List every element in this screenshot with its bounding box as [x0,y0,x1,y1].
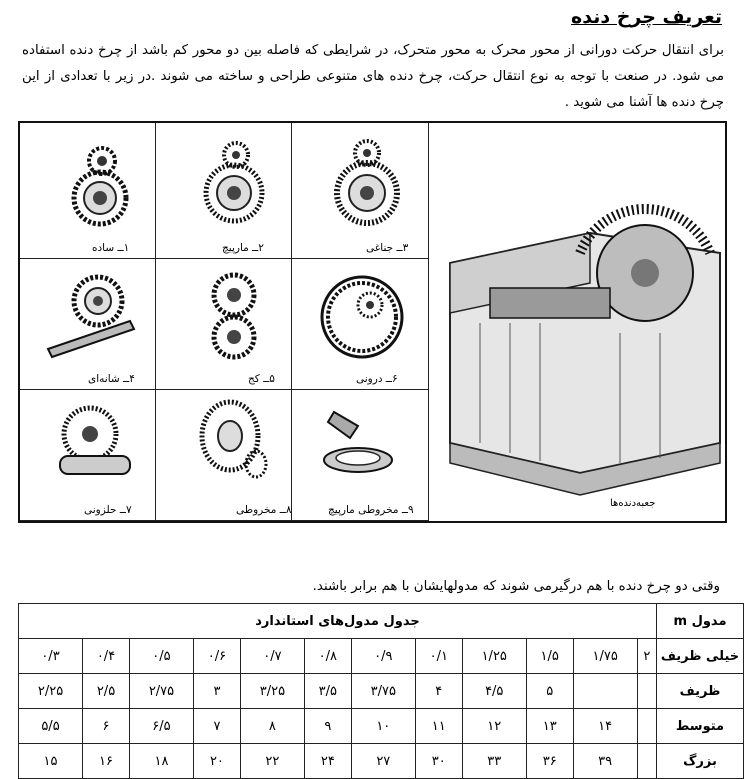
table-cell: ۲/۵ [83,674,130,709]
gear-cell-worm [20,390,156,521]
intro-paragraph: برای انتقال حرکت دورانی از محور محرک به محور متحرک، در شرایطی که فاصله بین دو محور کم باشد از چرخ دنده استفاده می شود. در صنعت با توجه به نوع انتقال حرکت، چرخ دنده های متنوعی طراحی و ساخته می شوند .در زیر با تعدادی از این چرخ دنده ها آشنا می شوید . [22,43,724,110]
table-cell: ۱/۷۵ [573,639,637,674]
table-cell: ۲/۲۵ [19,674,83,709]
caption-9: ۹ــ مخروطی مارپیچ [328,504,414,516]
table-cell [637,744,656,779]
caption-1: ۱ــ ساده [92,242,130,254]
table-cell: ۳۶ [526,744,573,779]
gearbox-caption: جعبه‌دنده‌ها [610,498,656,509]
table-title: جدول مدول‌های استاندارد [19,604,657,639]
table-cell: ۲ [637,639,656,674]
gear-cell-internal [292,259,429,390]
table-header-row [19,604,744,639]
table-cell: ۱۵ [19,744,83,779]
table-cell: ۳/۲۵ [240,674,304,709]
table-cell: ۳ [193,674,240,709]
table-cell: ۱۸ [130,744,194,779]
row-label: ظریف [657,674,744,709]
caption-7: ۷ــ حلزونی [84,504,132,516]
internal-gear-illustration [292,259,427,388]
table-cell: ۱/۲۵ [462,639,526,674]
gear-cell-helical [156,123,292,259]
table-cell: ۲۲ [240,744,304,779]
table-cell: ۰/۴ [83,639,130,674]
table-cell: ۴/۵ [462,674,526,709]
table-row [19,674,744,709]
table-cell: ۶/۵ [130,709,194,744]
module-sentence: وقتی دو چرخ دنده با هم درگیرمی شوند که مدولهایشان با هم برابر باشند. [312,579,720,594]
gear-cell-rack [20,259,156,390]
caption-2: ۲ــ مارپیچ [222,242,264,254]
table-corner: مدول m [657,604,744,639]
gear-types-figure [18,121,727,523]
table-cell: ۶ [83,709,130,744]
table-cell [637,709,656,744]
caption-8: ۸ــ مخروطی [236,504,292,516]
table-cell: ۲۰ [193,744,240,779]
table-row [19,709,744,744]
spur-gear-illustration [20,123,154,257]
table-cell [637,674,656,709]
table-cell: ۳۳ [462,744,526,779]
page-title: تعریف چرخ دنده [571,6,722,28]
gearbox-illustration [430,123,725,521]
row-label: خیلی ظریف [657,639,744,674]
table-cell: ۲/۷۵ [130,674,194,709]
table-cell: ۰/۱ [415,639,462,674]
table-cell: ۵/۵ [19,709,83,744]
table-cell: ۰/۸ [304,639,351,674]
table-cell: ۸ [240,709,304,744]
crossed-gear-illustration [156,259,290,388]
herringbone-gear-illustration [292,123,427,257]
table-cell: ۱۶ [83,744,130,779]
table-cell: ۵ [526,674,573,709]
table-cell: ۱/۵ [526,639,573,674]
table-row [19,744,744,779]
table-cell: ۰/۷ [240,639,304,674]
table-cell: ۲۴ [304,744,351,779]
row-label: متوسط [657,709,744,744]
helical-gear-illustration [156,123,290,257]
caption-4: ۴ــ شانه‌ای [88,373,135,385]
gear-cell-spiral-bevel [292,390,429,521]
caption-6: ۶ــ درونی [356,373,398,385]
module-table [18,603,744,779]
spiral-bevel-gear-illustration [292,390,427,519]
table-cell: ۹ [304,709,351,744]
table-cell: ۷ [193,709,240,744]
table-cell: ۰/۹ [351,639,415,674]
caption-5: ۵ــ کج [248,373,275,385]
table-cell: ۰/۳ [19,639,83,674]
caption-3: ۳ــ جناغی [366,242,409,254]
table-cell: ۳/۷۵ [351,674,415,709]
gear-types-grid [20,123,429,521]
table-cell: ۲۷ [351,744,415,779]
gear-cell-bevel [156,390,292,521]
row-label: بزرگ [657,744,744,779]
table-cell: ۳۰ [415,744,462,779]
gear-cell-crossed [156,259,292,390]
table-cell [573,674,637,709]
table-cell: ۰/۵ [130,639,194,674]
table-cell: ۱۴ [573,709,637,744]
table-row [19,639,744,674]
table-cell: ۴ [415,674,462,709]
table-cell: ۱۳ [526,709,573,744]
table-cell: ۱۱ [415,709,462,744]
worm-gear-illustration [20,390,154,519]
bevel-gear-illustration [156,390,290,519]
rack-gear-illustration [20,259,154,388]
table-cell: ۳۹ [573,744,637,779]
gear-cell-spur [20,123,156,259]
table-cell: ۱۲ [462,709,526,744]
table-cell: ۱۰ [351,709,415,744]
table-cell: ۰/۶ [193,639,240,674]
gear-cell-herringbone [292,123,429,259]
table-cell: ۳/۵ [304,674,351,709]
